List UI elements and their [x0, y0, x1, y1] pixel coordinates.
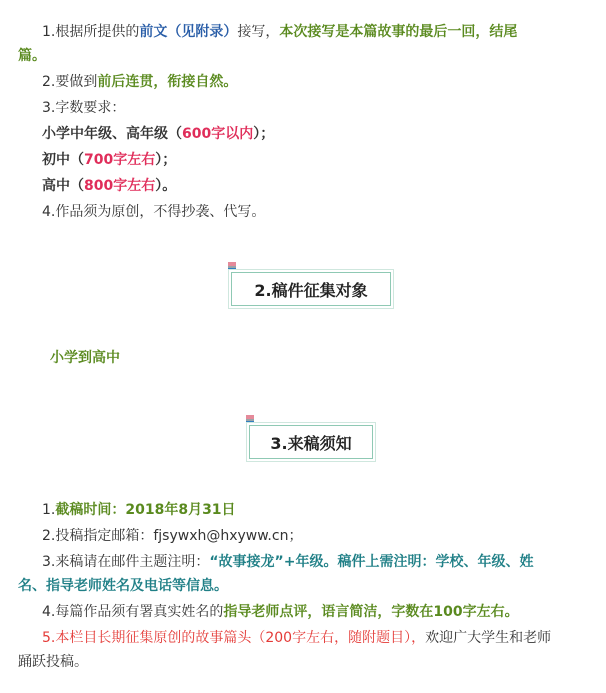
text: ）。 — [155, 178, 177, 194]
text: 高中（ — [42, 178, 84, 194]
deadline-text: 截稿时间：2018年8月31日 — [55, 502, 236, 518]
section-title: 2.稿件征集对象 — [254, 280, 368, 300]
rule-email — [42, 524, 302, 548]
rule-review — [42, 600, 519, 624]
highlight-text: 前后连贯，衔接自然。 — [97, 74, 238, 90]
text: 1.根据所提供的 — [42, 24, 140, 40]
highlight-text: 篇。 — [18, 48, 46, 64]
highlight-text: “故事接龙”+年级。稿件上需注明：学校、年级、姓 — [209, 554, 534, 570]
text: 4.作品须为原创，不得抄袭、代写。 — [42, 204, 266, 220]
highlight-text: 小学到高中 — [50, 350, 120, 366]
rule-deadline — [42, 498, 236, 522]
highlight-text: 指导老师点评，语言简洁，字数在100字左右。 — [223, 604, 519, 620]
text: 2.要做到 — [42, 74, 98, 90]
text: 小学中年级、高年级（ — [42, 126, 182, 142]
section-3-heading — [249, 425, 373, 459]
requirement-4 — [42, 200, 265, 224]
word-limit-primary — [42, 122, 274, 146]
text: 欢迎广大学生和老师 — [425, 630, 552, 646]
text: 4.每篇作品须有署真实姓名的 — [42, 604, 224, 620]
text: 3.来稿请在邮件主题注明： — [42, 554, 210, 570]
text: 接写， — [237, 24, 280, 40]
highlight-text: 5.本栏目长期征集原创的故事篇头（200字左右，随附题目）， — [42, 630, 426, 646]
word-limit-junior — [42, 148, 176, 172]
requirement-2 — [42, 70, 237, 94]
appendix-link-text: 前文（见附录） — [139, 24, 238, 40]
text: 1. — [42, 502, 56, 518]
limit-value: 700字左右 — [84, 152, 156, 168]
rule-call-for-openings — [42, 626, 551, 650]
word-limit-senior — [42, 174, 176, 198]
text: 初中（ — [42, 152, 84, 168]
requirement-1 — [42, 20, 517, 44]
text: ）； — [155, 152, 177, 168]
rule-subject — [42, 550, 534, 574]
limit-value: 600字以内 — [182, 126, 254, 142]
section-title: 3.来稿须知 — [270, 433, 352, 453]
highlight-text: 名、指导老师姓名及电话等信息。 — [18, 578, 228, 594]
text: 踊跃投稿。 — [18, 654, 88, 670]
email-text: 2.投稿指定邮箱：fjsywxh@hxyww.cn； — [42, 528, 303, 544]
target-audience — [50, 346, 120, 370]
text: ）； — [253, 126, 275, 142]
rule-subject-cont — [18, 574, 228, 598]
requirement-1-cont — [18, 44, 46, 68]
text: 3.字数要求： — [42, 100, 126, 116]
rule-call-for-openings-cont — [18, 650, 88, 674]
section-2-heading — [231, 272, 391, 306]
limit-value: 800字左右 — [84, 178, 156, 194]
highlight-text: 本次接写是本篇故事的最后一回，结尾 — [279, 24, 518, 40]
requirement-3 — [42, 96, 125, 120]
